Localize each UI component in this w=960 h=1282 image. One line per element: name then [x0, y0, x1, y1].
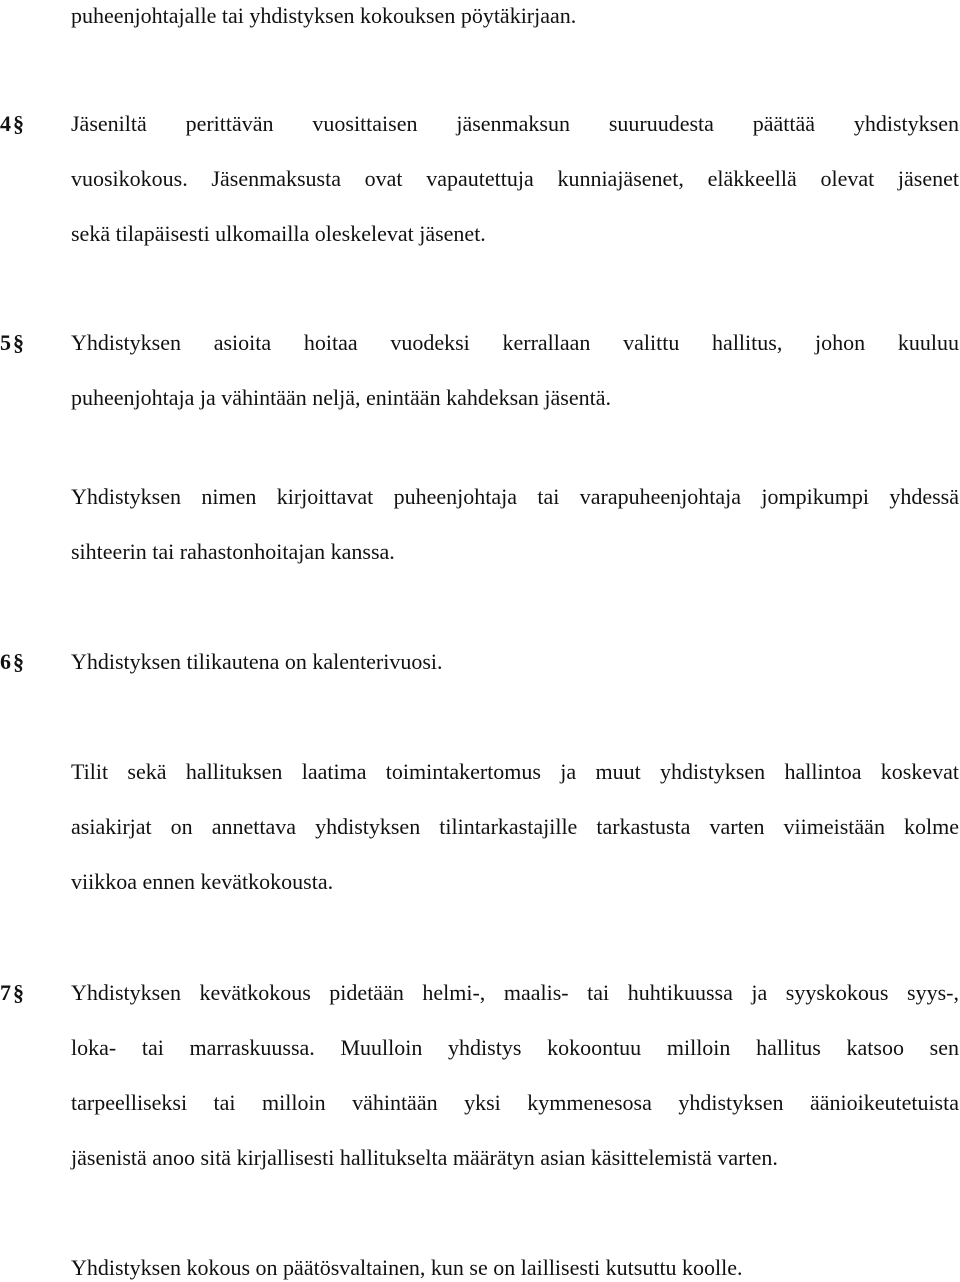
section-number-6 — [0, 648, 24, 676]
text-line: loka- tai marraskuussa. Muulloin yhdistys kokoontuu milloin hallitus katsoo sen — [71, 1035, 959, 1060]
section-number: 7 — [0, 980, 11, 1005]
text-line: tarpeelliseksi tai milloin vähintään yksi kymmenesosa yhdistyksen äänioikeutetuista — [71, 1090, 959, 1115]
section-number: 4 — [0, 111, 11, 136]
text-line: Yhdistyksen asioita hoitaa vuodeksi kerrallaan valittu hallitus, johon kuuluu — [71, 330, 959, 355]
section-number: 5 — [0, 330, 11, 355]
text-line: Tilit sekä hallituksen laatima toimintakertomus ja muut yhdistyksen hallintoa koskevat — [71, 759, 959, 784]
section-number-4 — [0, 110, 24, 138]
text-line: vuosikokous. Jäsenmaksusta ovat vapautettuja kunniajäsenet, eläkkeellä olevat jäsenet — [71, 166, 959, 191]
text-line: Yhdistyksen tilikautena on kalenterivuosi. — [71, 649, 443, 674]
text-line: viikkoa ennen kevätkokousta. — [71, 869, 334, 894]
section-number-5 — [0, 329, 24, 357]
section-symbol: § — [13, 649, 24, 674]
text-line: Yhdistyksen kokous on päätösvaltainen, kun se on laillisesti kutsuttu koolle. — [71, 1255, 743, 1280]
section-symbol: § — [13, 111, 24, 136]
text-line: Yhdistyksen nimen kirjoittavat puheenjohtaja tai varapuheenjohtaja jompikumpi yhdessä — [71, 484, 959, 509]
text-line: jäsenistä anoo sitä kirjallisesti hallitukselta määrätyn asian käsittelemistä varten. — [71, 1145, 778, 1170]
text-line: puheenjohtaja ja vähintään neljä, enintään kahdeksan jäsentä. — [71, 385, 611, 410]
text-line: sihteerin tai rahastonhoitajan kanssa. — [71, 539, 395, 564]
section-number-7 — [0, 979, 24, 1007]
text-line: asiakirjat on annettava yhdistyksen tilintarkastajille tarkastusta varten viimeistään kolme — [71, 814, 959, 839]
text-line: Yhdistyksen kevätkokous pidetään helmi-, maalis- tai huhtikuussa ja syyskokous syys-, — [71, 980, 959, 1005]
text-line: puheenjohtajalle tai yhdistyksen kokouksen pöytäkirjaan. — [71, 3, 577, 28]
section-symbol: § — [13, 980, 24, 1005]
section-symbol: § — [13, 330, 24, 355]
text-line: Jäseniltä perittävän vuosittaisen jäsenmaksun suuruudesta päättää yhdistyksen — [71, 111, 959, 136]
section-number: 6 — [0, 649, 11, 674]
text-line: sekä tilapäisesti ulkomailla oleskelevat jäsenet. — [71, 221, 486, 246]
